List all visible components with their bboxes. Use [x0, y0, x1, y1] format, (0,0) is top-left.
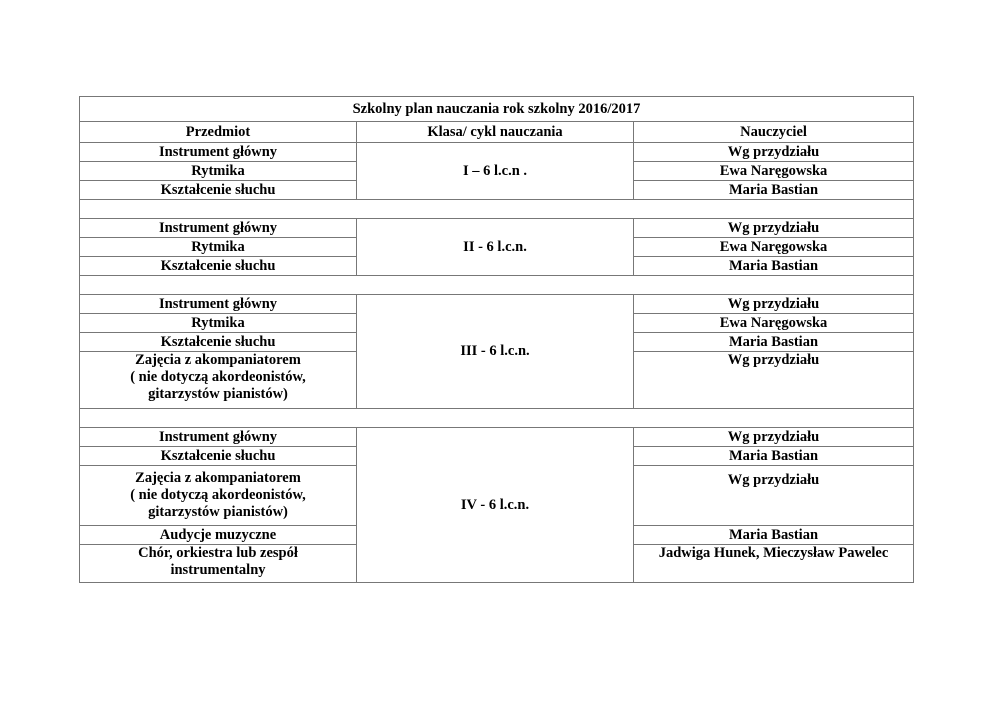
subject-cell: Rytmika — [80, 238, 357, 257]
table-row — [80, 219, 914, 238]
subject-cell: Kształcenie słuchu — [80, 447, 357, 466]
subject-cell: Instrument główny — [80, 219, 357, 238]
subject-line: instrumentalny — [170, 562, 266, 578]
subject-cell — [80, 545, 357, 583]
subject-line: Chór, orkiestra lub zespół — [138, 545, 298, 561]
teacher-cell: Maria Bastian — [634, 181, 914, 200]
teacher-cell: Wg przydziału — [634, 428, 914, 447]
teacher-cell: Wg przydziału — [634, 295, 914, 314]
teacher-cell: Maria Bastian — [634, 447, 914, 466]
subject-line: Zajęcia z akompaniatorem — [135, 470, 301, 486]
teacher-cell: Jadwiga Hunek, Mieczysław Pawelec — [634, 545, 914, 583]
subject-cell: Rytmika — [80, 162, 357, 181]
subject-line: gitarzystów pianistów) — [148, 504, 288, 520]
subject-cell — [80, 466, 357, 526]
table-row — [80, 428, 914, 447]
subject-line: gitarzystów pianistów) — [148, 386, 288, 402]
teacher-cell: Maria Bastian — [634, 526, 914, 545]
teacher-cell: Ewa Naręgowska — [634, 314, 914, 333]
subject-cell: Kształcenie słuchu — [80, 181, 357, 200]
class-cell: III - 6 l.c.n. — [357, 295, 634, 409]
class-cell: I – 6 l.c.n . — [357, 143, 634, 200]
class-cell: IV - 6 l.c.n. — [357, 428, 634, 583]
teacher-cell: Wg przydziału — [634, 143, 914, 162]
teacher-cell: Wg przydziału — [634, 352, 914, 409]
subject-line: ( nie dotyczą akordeonistów, — [130, 369, 306, 385]
subject-cell: Kształcenie słuchu — [80, 257, 357, 276]
subject-cell: Kształcenie słuchu — [80, 333, 357, 352]
document-page — [79, 96, 914, 583]
column-header-class: Klasa/ cykl nauczania — [357, 122, 634, 143]
teacher-cell: Ewa Naręgowska — [634, 162, 914, 181]
subject-cell: Rytmika — [80, 314, 357, 333]
subject-line: Zajęcia z akompaniatorem — [135, 352, 301, 368]
table-row — [80, 143, 914, 162]
subject-cell — [80, 352, 357, 409]
teacher-cell: Wg przydziału — [634, 466, 914, 526]
table-row — [80, 295, 914, 314]
subject-cell: Instrument główny — [80, 295, 357, 314]
subject-cell: Instrument główny — [80, 143, 357, 162]
subject-line: ( nie dotyczą akordeonistów, — [130, 487, 306, 503]
separator-row — [80, 200, 914, 219]
column-header-subject: Przedmiot — [80, 122, 357, 143]
table-title: Szkolny plan nauczania rok szkolny 2016/2017 — [80, 97, 914, 122]
teacher-cell: Maria Bastian — [634, 257, 914, 276]
curriculum-table — [79, 96, 914, 583]
column-header-teacher: Nauczyciel — [634, 122, 914, 143]
teacher-cell: Maria Bastian — [634, 333, 914, 352]
separator-row — [80, 409, 914, 428]
teacher-cell: Wg przydziału — [634, 219, 914, 238]
subject-cell: Audycje muzyczne — [80, 526, 357, 545]
class-cell: II - 6 l.c.n. — [357, 219, 634, 276]
teacher-cell: Ewa Naręgowska — [634, 238, 914, 257]
separator-row — [80, 276, 914, 295]
subject-cell: Instrument główny — [80, 428, 357, 447]
